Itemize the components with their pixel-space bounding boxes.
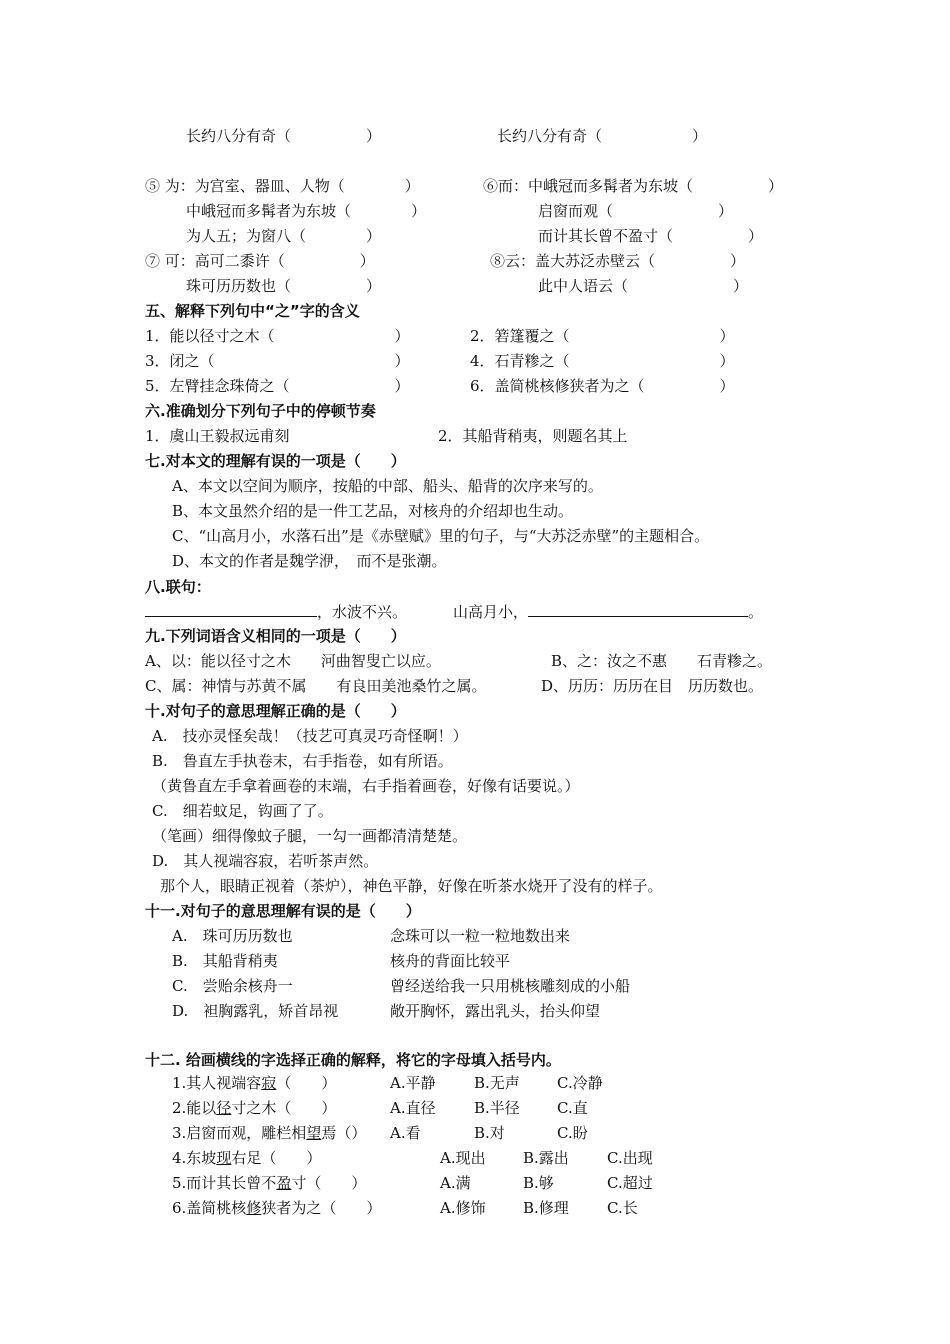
s11-option-c-meaning: 曾经送给我一只用桃核雕刻成的小船 [390,977,631,995]
s5-item-2: 2．箬篷覆之（ ） [470,327,735,345]
s11-option-d-meaning: 敞开胸怀，露出乳头，抬头仰望 [390,1002,601,1020]
q2-bracket: 寸之木（ ） [231,1099,337,1117]
q3-underlined-char: 望 [306,1124,322,1142]
q1-choice-b: B.无声 [474,1074,520,1092]
q5-choice-b: B.够 [523,1174,554,1192]
answer-blank-1[interactable] [145,601,317,617]
s4-line-6b: 启窗而观（ ） [538,202,734,220]
q3-bracket: 焉（） [321,1124,367,1142]
s4-line-8a: ⑦ 可：高可二黍许（ ） [145,252,375,270]
q2-underlined-char: 径 [216,1099,232,1117]
s4-line-8b: ⑧云：盖大苏泛赤壁云（ ） [490,252,746,270]
q6-choice-c: C.长 [607,1199,638,1217]
s9-heading: 九.下列词语含义相同的一项是（ ） [145,627,406,645]
s9-option-c: C、属：神情与苏黄不属 有良田美池桑竹之属。 [145,677,487,695]
s10-option-d-translation: 那个人，眼睛正视着（茶炉），神色平静，好像在听茶水烧开了没有的样子。 [160,877,663,895]
s12-question-6 [172,1198,381,1218]
s8-part-2: 山高月小， [453,603,529,621]
s4-line-1b: 长约八分有奇（ ） [497,127,708,145]
s8-heading: 八.联句： [145,578,211,596]
q5-choice-a: A.满 [440,1174,471,1192]
s12-question-4 [172,1148,321,1168]
q4-bracket: 右足（ ） [231,1149,322,1167]
s5-item-5: 5．左臂挂念珠倚之（ ） [145,377,410,395]
q3-choice-a: A.看 [390,1124,421,1142]
q1-underlined-char: 寂 [261,1074,277,1092]
s6-item-1: 1．虞山王毅叔远甫刻 [145,427,290,445]
s7-option-b: B、本文虽然介绍的是一件工艺品，对核舟的介绍却也生动。 [172,502,574,520]
s11-option-c: C. 尝贻余核舟一 [172,977,293,995]
s10-option-d: D. 其人视端容寂，若听茶声然。 [152,852,379,870]
s7-option-c: C、“山高月小，水落石出”是《赤壁赋》里的句子，与“大苏泛赤壁”的主题相合。 [172,527,710,545]
q4-choice-a: A.现出 [440,1149,486,1167]
s11-option-a-meaning: 念珠可以一粒一粒地数出来 [390,927,571,945]
s11-option-d: D. 袒胸露乳，矫首昂视 [172,1002,339,1020]
q3-text: 3.启窗而观，雕栏相 [172,1124,307,1142]
s5-heading: 五、解释下列句中“之”字的含义 [145,302,360,320]
s5-item-6: 6．盖简桃核修狭者为之（ ） [470,377,735,395]
s4-line-5a: ⑤ 为：为宫室、器皿、人物（ ） [145,177,420,195]
s4-line-6a: 中峨冠而多髯者为东坡（ ） [186,202,427,220]
q5-bracket: 寸（ ） [291,1174,367,1192]
q4-underlined-char: 现 [216,1149,232,1167]
q4-choice-c: C.出现 [607,1149,653,1167]
q1-choice-c: C.冷静 [557,1074,603,1092]
s10-option-a: A. 技亦灵怪矣哉！（技艺可真灵巧奇怪啊！） [152,727,468,745]
s11-option-b: B. 其船背稍夷 [172,952,278,970]
s4-line-9a: 珠可历历数也（ ） [186,277,382,295]
q3-choice-c: C.盼 [557,1124,588,1142]
s4-line-7b: 而计其长曾不盈寸（ ） [538,227,764,245]
s10-option-c-translation: （笔画）细得像蚊子腿，一勾一画都清清楚楚。 [152,827,468,845]
s5-item-3: 3．闭之（ ） [145,352,410,370]
q1-choice-a: A.平静 [390,1074,436,1092]
s7-option-a: A、本文以空间为顺序，按船的中部、船头、船背的次序来写的。 [172,477,603,495]
s6-item-2: 2．其船背稍夷，则题名其上 [438,427,628,445]
q6-underlined-char: 修 [246,1199,262,1217]
q4-text: 4.东坡 [172,1149,217,1167]
s10-option-c: C. 细若蚊足，钩画了了。 [152,802,333,820]
s9-option-b: B、之：汝之不惠 石青糁之。 [551,652,773,670]
q2-choice-b: B.半径 [474,1099,520,1117]
q2-text: 2.能以 [172,1099,217,1117]
s12-question-3 [172,1123,366,1143]
s11-heading: 十一.对句子的意思理解有误的是（ ） [145,902,421,920]
q5-text: 5.而计其长曾不 [172,1174,277,1192]
s4-line-5b: ⑥而：中峨冠而多髯者为东坡（ ） [483,177,784,195]
s10-option-b-translation: （黄鲁直左手拿着画卷的末端，右手指着画卷，好像有话要说。） [152,777,580,795]
q1-text: 1.其人视端容 [172,1074,262,1092]
s12-question-2 [172,1098,336,1118]
q6-text: 6.盖简桃核 [172,1199,247,1217]
s12-question-5 [172,1173,366,1193]
s12-heading: 十二. 给画横线的字选择正确的解释，将它的字母填入括号内。 [145,1051,561,1069]
q6-choice-b: B.修理 [523,1199,569,1217]
s4-line-9b: 此中人语云（ ） [538,277,749,295]
s7-option-d: D、本文的作者是魏学洢， 而不是张潮。 [172,552,447,570]
q1-bracket: （ ） [276,1074,337,1092]
s5-item-1: 1．能以径寸之木（ ） [145,327,410,345]
q4-choice-b: B.露出 [523,1149,569,1167]
q6-bracket: 狭者为之（ ） [261,1199,382,1217]
q2-choice-a: A.直径 [390,1099,436,1117]
q5-underlined-char: 盈 [276,1174,292,1192]
s11-option-a: A. 珠可历历数也 [172,927,293,945]
answer-blank-2[interactable] [528,601,748,617]
s11-option-b-meaning: 核舟的背面比较平 [390,952,511,970]
q2-choice-c: C.直 [557,1099,588,1117]
s6-heading: 六.准确划分下列句子中的停顿节奏 [145,402,376,420]
s9-option-a: A、以：能以径寸之木 河曲智叟亡以应。 [145,652,441,670]
s8-part-3: 。 [748,603,764,621]
s4-line-7a: 为人五；为窗八（ ） [186,227,382,245]
s12-question-1 [172,1073,336,1093]
s9-option-d: D、历历：历历在目 历历数也。 [541,677,764,695]
s7-heading: 七.对本文的理解有误的一项是（ ） [145,452,406,470]
q5-choice-c: C.超过 [607,1174,653,1192]
q3-choice-b: B.对 [474,1124,505,1142]
q6-choice-a: A.修饰 [440,1199,486,1217]
s8-couplet [145,601,763,622]
s5-item-4: 4．石青糁之（ ） [470,352,735,370]
s8-part-1: ，水波不兴。 [317,603,408,621]
s10-option-b: B. 鲁直左手执卷末，右手指卷，如有所语。 [152,752,453,770]
s4-line-1a: 长约八分有奇（ ） [186,127,382,145]
s10-heading: 十.对句子的意思理解正确的是（ ） [145,702,406,720]
